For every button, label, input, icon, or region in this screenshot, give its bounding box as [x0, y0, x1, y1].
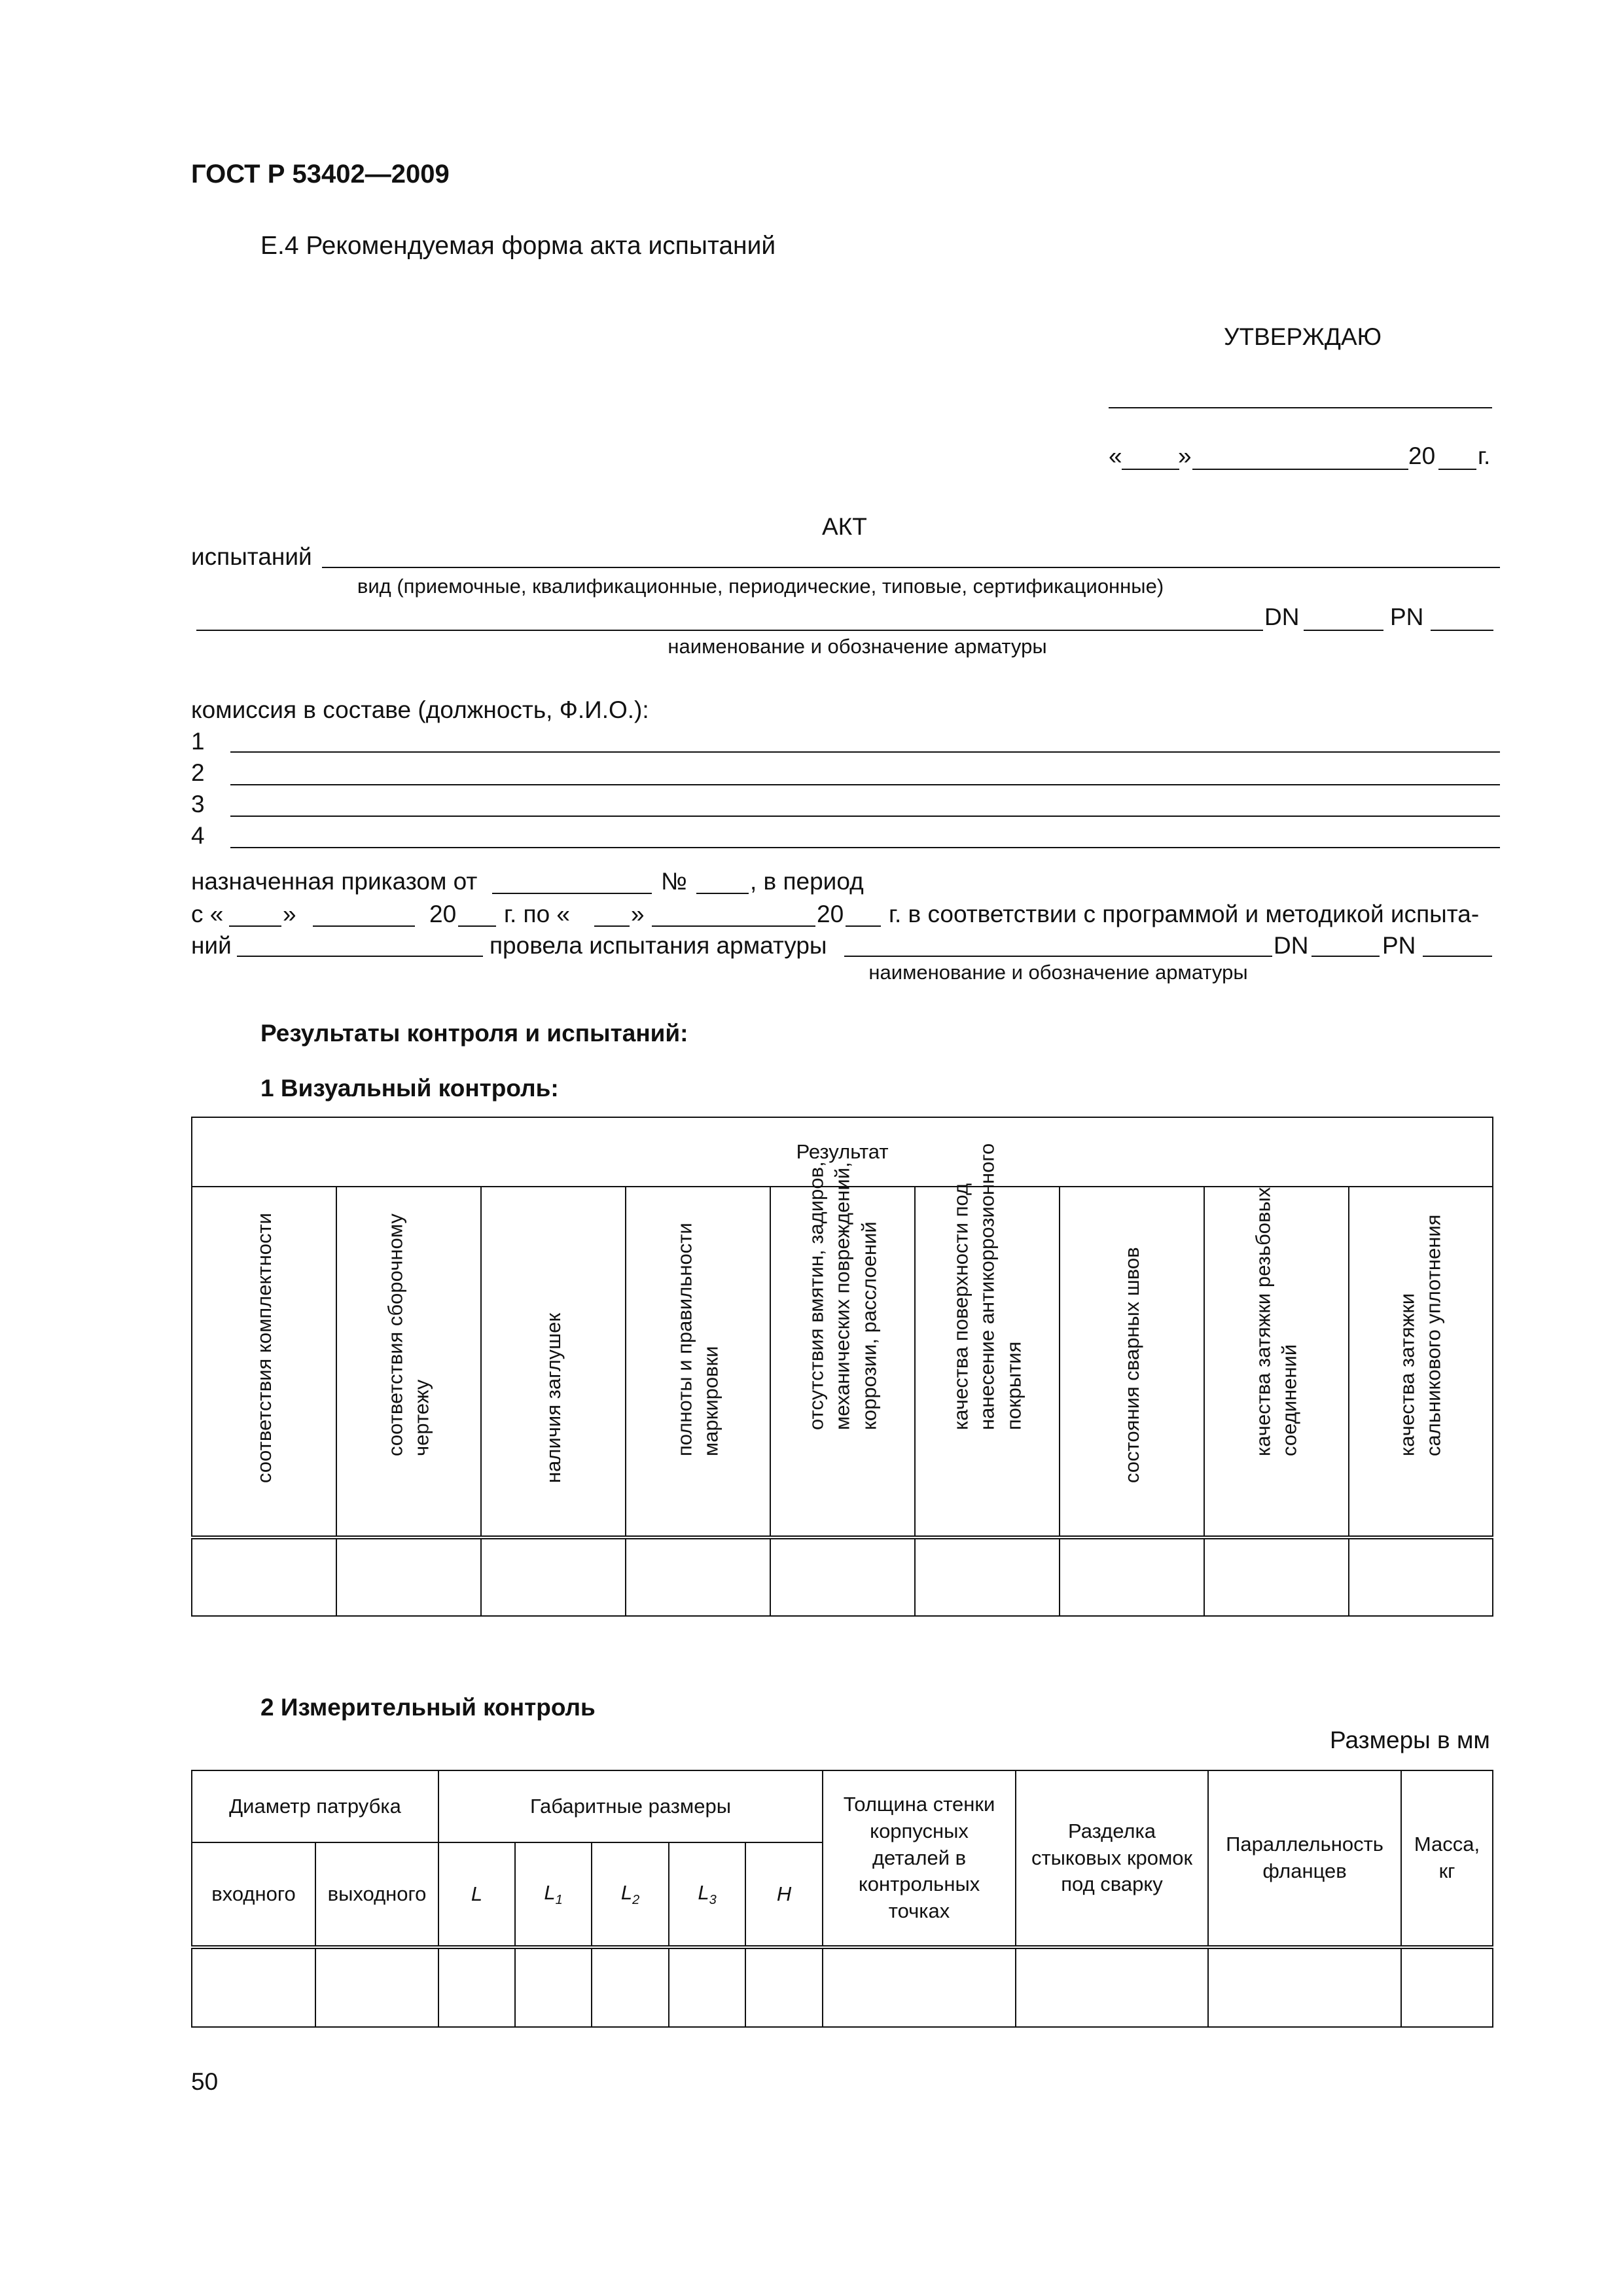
measurement-cell[interactable] [592, 1947, 669, 2027]
dimension-L1-subscript: 1 [555, 1892, 563, 1907]
commission-member-line[interactable] [230, 784, 1500, 785]
pipe-diameter-header: Диаметр патрубка [192, 1770, 438, 1842]
to-day-line[interactable] [594, 925, 630, 927]
order-number-line[interactable] [696, 893, 749, 894]
column-label: качества поверхности под нанесение антикоррозионного покрытия [949, 1143, 1025, 1431]
column-label: соответствия комплектности [252, 1212, 276, 1483]
dimension-L2-header [592, 1842, 669, 1947]
results-heading: Результаты контроля и испытаний: [260, 1020, 688, 1047]
tests-suffix: ний [191, 932, 232, 959]
mass-header: Масса, кг [1401, 1770, 1493, 1947]
measurement-cell[interactable] [1208, 1947, 1401, 2027]
close-quote: » [283, 901, 296, 927]
commission-number: 3 [191, 791, 205, 817]
to-year-prefix: 20 [817, 901, 844, 927]
column-label: качества затяжки резьбовых соединений [1251, 1187, 1301, 1457]
program-line[interactable] [237, 956, 483, 957]
dimension-L3-subscript: 3 [709, 1892, 717, 1907]
dimension-L1-symbol: L [544, 1880, 556, 1904]
conformity-text: г. в соответствии с программой и методикой испыта- [889, 901, 1480, 927]
column-label: полноты и правильности маркировки [673, 1223, 722, 1457]
to-month-line[interactable] [652, 925, 815, 927]
approval-date-close: » [1178, 442, 1192, 469]
result-cell[interactable] [481, 1537, 626, 1616]
from-day-line[interactable] [229, 925, 281, 927]
commission-member-line[interactable] [230, 847, 1500, 848]
flange-parallelism-header: Параллельность фланцев [1208, 1770, 1401, 1947]
test-kind-caption: вид (приемочные, квалификационные, периодические, типовые, сертификационные) [357, 575, 1164, 598]
pn-label: PN [1390, 603, 1424, 630]
result-cell[interactable] [626, 1537, 770, 1616]
measurement-cell[interactable] [192, 1947, 315, 2027]
dimension-L3-header [669, 1842, 745, 1947]
column-label: состояния сварных швов [1120, 1247, 1143, 1483]
commission-number: 2 [191, 759, 205, 786]
measurement-cell[interactable] [823, 1947, 1016, 2027]
result-cell[interactable] [915, 1537, 1060, 1616]
valve-name-line-2[interactable] [844, 956, 1272, 957]
standard-header: ГОСТ Р 53402—2009 [191, 160, 450, 188]
column-label: качества затяжки сальникового уплотнения [1395, 1214, 1446, 1457]
page-number: 50 [191, 2068, 219, 2095]
commission-member-line[interactable] [230, 816, 1500, 817]
section-title: Е.4 Рекомендуемая форма акта испытаний [260, 232, 776, 260]
dimension-L1-header [515, 1842, 592, 1947]
result-header: Результат [192, 1117, 1493, 1187]
outlet-header: выходного [315, 1842, 438, 1947]
dimension-L2-subscript: 2 [632, 1892, 640, 1907]
act-title: АКТ [822, 513, 867, 540]
from-text: с « [191, 901, 224, 927]
dimension-L3-symbol: L [698, 1880, 709, 1904]
dn-label: DN [1264, 603, 1300, 630]
measurement-cell[interactable] [1016, 1947, 1208, 2027]
column-header [336, 1187, 481, 1537]
measurement-cell[interactable] [515, 1947, 592, 2027]
commission-label: комиссия в составе (должность, Ф.И.О.): [191, 696, 649, 723]
commission-member-line[interactable] [230, 751, 1500, 753]
pn-line[interactable] [1431, 630, 1493, 631]
column-label: отсутствия вмятин, задиров, механических повреждений, коррозии, расслоений [804, 1161, 880, 1431]
visual-control-table [191, 1117, 1493, 1617]
measurement-cell[interactable] [438, 1947, 515, 2027]
valve-name-caption-2: наименование и обозначение арматуры [868, 961, 1248, 984]
approval-year-suffix: г. [1478, 442, 1491, 469]
column-header [192, 1187, 336, 1537]
dimension-H-header: H [745, 1842, 823, 1947]
approval-label: УТВЕРЖДАЮ [1224, 323, 1382, 350]
order-date-line[interactable] [492, 893, 652, 894]
dn-line[interactable] [1304, 630, 1383, 631]
to-year-line[interactable] [846, 925, 881, 927]
approval-year-prefix: 20 [1408, 442, 1436, 469]
pn-line-2[interactable] [1423, 956, 1492, 957]
carried-out-text: провела испытания арматуры [490, 932, 827, 959]
from-year-prefix: 20 [429, 901, 457, 927]
commission-number: 1 [191, 728, 205, 755]
approval-year-line[interactable] [1438, 469, 1476, 470]
measurement-cell[interactable] [315, 1947, 438, 2027]
result-cell[interactable] [770, 1537, 915, 1616]
visual-control-heading: 1 Визуальный контроль: [260, 1075, 559, 1102]
valve-name-caption: наименование и обозначение арматуры [668, 635, 1047, 658]
measurement-control-table [191, 1770, 1493, 2028]
result-cell[interactable] [336, 1537, 481, 1616]
result-cell[interactable] [1060, 1537, 1204, 1616]
close-quote: » [631, 901, 645, 927]
overall-dimensions-header: Габаритные размеры [438, 1770, 823, 1842]
column-header [481, 1187, 626, 1537]
units-note: Размеры в мм [1330, 1727, 1490, 1753]
edge-preparation-header: Разделка стыковых кромок под сварку [1016, 1770, 1208, 1947]
period-text: , в период [750, 868, 864, 895]
tests-label: испытаний [191, 543, 312, 570]
dn-line-2[interactable] [1311, 956, 1380, 957]
column-header [1204, 1187, 1349, 1537]
commission-number: 4 [191, 822, 205, 849]
column-header [1060, 1187, 1204, 1537]
column-label: наличия заглушек [541, 1312, 565, 1483]
column-header [770, 1161, 915, 1537]
approval-day-line[interactable] [1122, 469, 1179, 470]
column-header [1349, 1187, 1493, 1537]
result-cell[interactable] [192, 1537, 336, 1616]
number-sign: № [661, 868, 687, 895]
approval-date-open: « [1109, 442, 1122, 469]
valve-name-line[interactable] [196, 630, 1263, 631]
dn-label-2: DN [1274, 932, 1309, 959]
result-cell[interactable] [1349, 1537, 1493, 1616]
from-year-line[interactable] [458, 925, 496, 927]
approval-month-line[interactable] [1192, 469, 1408, 470]
dimension-L-header: L [438, 1842, 515, 1947]
approval-signature-line[interactable] [1109, 407, 1492, 408]
measurement-cell[interactable] [669, 1947, 745, 2027]
result-cell[interactable] [1204, 1537, 1349, 1616]
to-text: г. по « [504, 901, 571, 927]
inlet-header: входного [192, 1842, 315, 1947]
column-header [626, 1187, 770, 1537]
measurement-cell[interactable] [745, 1947, 823, 2027]
wall-thickness-header: Толщина стенки корпусных деталей в контрольных точках [823, 1770, 1016, 1947]
measurement-cell[interactable] [1401, 1947, 1493, 2027]
column-header [915, 1143, 1060, 1537]
order-text: назначенная приказом от [191, 868, 478, 895]
pn-label-2: PN [1382, 932, 1416, 959]
dimension-L2-symbol: L [620, 1880, 633, 1904]
from-month-line[interactable] [313, 925, 415, 927]
measurement-control-heading: 2 Измерительный контроль [260, 1694, 596, 1721]
column-label: соответствия сборочному чертежу [383, 1213, 433, 1457]
test-kind-line[interactable] [322, 567, 1500, 568]
